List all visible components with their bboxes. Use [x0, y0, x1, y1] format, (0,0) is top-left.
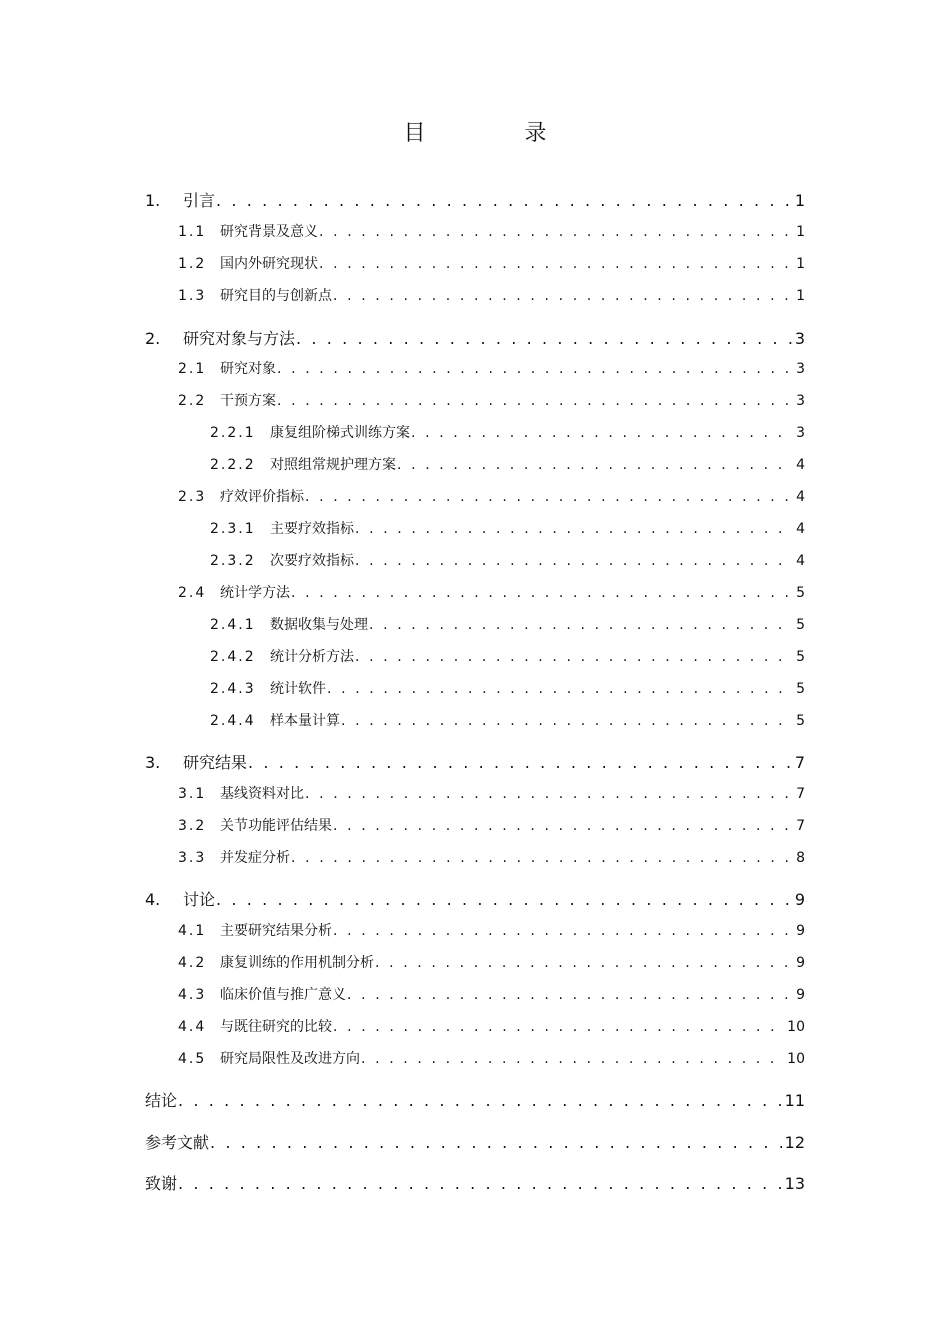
toc-entry-title: 引言	[183, 191, 216, 210]
dot-leader	[178, 1174, 782, 1193]
toc-entry-title: 数据收集与处理	[270, 617, 368, 633]
toc-entry-title: 研究对象与方法	[183, 329, 296, 348]
toc-entry-title: 对照组常规护理方案	[270, 457, 396, 473]
toc-entry-title: 并发症分析	[220, 850, 290, 866]
toc-entry-page-number: 13	[784, 1174, 805, 1193]
toc-entry-page-number: 9	[796, 987, 805, 1003]
toc-entry[interactable]	[178, 783, 805, 803]
toc-entry-title: 样本量计算	[270, 713, 340, 729]
toc-entry[interactable]	[178, 984, 805, 1004]
toc-entry-page-number: 3	[794, 329, 805, 348]
toc-entry-title: 参考文献	[145, 1133, 210, 1152]
dot-leader	[347, 987, 793, 1003]
toc-entry-title: 康复组阶梯式训练方案	[270, 425, 410, 441]
toc-entry-number: 2.3	[178, 489, 207, 505]
toc-entry-page-number: 7	[796, 786, 805, 802]
toc-entry-page-number: 5	[796, 713, 805, 729]
toc-entry-page-number: 1	[796, 256, 805, 272]
dot-leader	[355, 553, 793, 569]
toc-entry[interactable]	[145, 1171, 805, 1194]
toc-entry[interactable]	[145, 326, 805, 349]
toc-entry-number: 2.1	[178, 361, 207, 377]
toc-entry[interactable]	[210, 550, 805, 570]
dot-leader	[216, 890, 792, 909]
toc-entry-page-number: 1	[794, 191, 805, 210]
toc-entry-number: 2.3.1	[210, 521, 256, 537]
toc-entry-page-number: 5	[796, 681, 805, 697]
toc-entry-page-number: 5	[796, 585, 805, 601]
toc-entry-page-number: 1	[796, 288, 805, 304]
toc-entry-title: 主要研究结果分析	[220, 923, 332, 939]
toc-entry-title: 康复训练的作用机制分析	[220, 955, 374, 971]
toc-entry[interactable]	[178, 920, 805, 940]
toc-entry-number: 2.2	[178, 393, 207, 409]
toc-entry-number: 2.4.4	[210, 713, 256, 729]
toc-entry-number: 3.	[145, 753, 161, 772]
dot-leader	[216, 191, 792, 210]
toc-entry-page-number: 5	[796, 617, 805, 633]
dot-leader	[397, 457, 793, 473]
toc-entry-page-number: 10	[787, 1051, 805, 1067]
toc-entry-page-number: 4	[796, 553, 805, 569]
toc-entry-page-number: 1	[796, 224, 805, 240]
toc-entry-title: 致谢	[145, 1174, 178, 1193]
toc-entry[interactable]	[210, 710, 805, 730]
dot-leader	[361, 1051, 784, 1067]
toc-entry[interactable]	[145, 1088, 805, 1111]
toc-entry[interactable]	[145, 188, 805, 211]
toc-entry-number: 2.4	[178, 585, 207, 601]
dot-leader	[291, 585, 793, 601]
toc-entry[interactable]	[178, 952, 805, 972]
toc-entry-title: 主要疗效指标	[270, 521, 354, 537]
dot-leader	[248, 753, 792, 772]
toc-entry-title: 统计软件	[270, 681, 326, 697]
toc-entry-number: 4.5	[178, 1051, 207, 1067]
toc-entry-page-number: 3	[796, 425, 805, 441]
toc-entry[interactable]	[178, 390, 805, 410]
toc-entry-number: 2.4.1	[210, 617, 256, 633]
toc-entry-page-number: 4	[796, 521, 805, 537]
toc-entry-page-number: 10	[787, 1019, 805, 1035]
toc-entry[interactable]	[210, 518, 805, 538]
toc-entry-number: 4.3	[178, 987, 207, 1003]
dot-leader	[305, 489, 793, 505]
dot-leader	[296, 329, 792, 348]
toc-entry[interactable]	[178, 221, 805, 241]
toc-entry-number: 3.3	[178, 850, 207, 866]
toc-entry-number: 2.3.2	[210, 553, 256, 569]
dot-leader	[333, 923, 793, 939]
toc-entry-page-number: 7	[796, 818, 805, 834]
toc-entry[interactable]	[210, 678, 805, 698]
toc-entry-title: 研究背景及意义	[220, 224, 318, 240]
dot-leader	[333, 288, 793, 304]
toc-entry[interactable]	[210, 614, 805, 634]
toc-entry-title: 基线资料对比	[220, 786, 304, 802]
toc-entry-page-number: 9	[794, 890, 805, 909]
toc-entry[interactable]	[178, 358, 805, 378]
dot-leader	[327, 681, 793, 697]
toc-entry-title: 研究结果	[183, 753, 248, 772]
toc-entry-title: 结论	[145, 1091, 178, 1110]
toc-entry-title: 国内外研究现状	[220, 256, 318, 272]
toc-entry[interactable]	[210, 454, 805, 474]
toc-entry[interactable]	[178, 486, 805, 506]
toc-entry-page-number: 7	[794, 753, 805, 772]
toc-entry-page-number: 11	[784, 1091, 805, 1110]
toc-entry[interactable]	[178, 1048, 805, 1068]
toc-entry-page-number: 8	[796, 850, 805, 866]
dot-leader	[411, 425, 793, 441]
toc-entry-title: 次要疗效指标	[270, 553, 354, 569]
dot-leader	[319, 256, 793, 272]
toc-entry-number: 2.2.2	[210, 457, 256, 473]
toc-entry[interactable]	[145, 1130, 805, 1153]
toc-entry-page-number: 4	[796, 489, 805, 505]
toc-entry-number: 1.	[145, 191, 161, 210]
toc-entry-page-number: 3	[796, 393, 805, 409]
toc-entry-page-number: 9	[796, 955, 805, 971]
toc-entry-page-number: 5	[796, 649, 805, 665]
dot-leader	[369, 617, 793, 633]
toc-entry-title: 与既往研究的比较	[220, 1019, 332, 1035]
toc-entry-title: 研究对象	[220, 361, 276, 377]
toc-entry-title: 临床价值与推广意义	[220, 987, 346, 1003]
dot-leader	[333, 1019, 784, 1035]
toc-entry-title: 干预方案	[220, 393, 276, 409]
toc-entry-title: 统计学方法	[220, 585, 290, 601]
toc-entry-number: 1.1	[178, 224, 207, 240]
toc-entry-page-number: 3	[796, 361, 805, 377]
toc-entry[interactable]	[178, 815, 805, 835]
toc-entry-title: 讨论	[183, 890, 216, 909]
toc-entry-number: 2.	[145, 329, 161, 348]
toc-entry[interactable]	[178, 1016, 805, 1036]
page-title: 目 录	[403, 121, 593, 146]
dot-leader	[210, 1133, 782, 1152]
toc-entry[interactable]	[178, 285, 805, 305]
dot-leader	[277, 393, 793, 409]
toc-entry-number: 1.2	[178, 256, 207, 272]
toc-entry-title: 疗效评价指标	[220, 489, 304, 505]
toc-entry[interactable]	[178, 847, 805, 867]
dot-leader	[355, 521, 793, 537]
toc-entry-title: 关节功能评估结果	[220, 818, 332, 834]
toc-entry[interactable]	[210, 646, 805, 666]
toc-entry-number: 4.2	[178, 955, 207, 971]
dot-leader	[277, 361, 793, 377]
toc-entry-title: 统计分析方法	[270, 649, 354, 665]
toc-entry-number: 3.1	[178, 786, 207, 802]
dot-leader	[375, 955, 793, 971]
toc-entry-number: 4.1	[178, 923, 207, 939]
dot-leader	[355, 649, 793, 665]
toc-entry-number: 2.2.1	[210, 425, 256, 441]
toc-entry-title: 研究局限性及改进方向	[220, 1051, 360, 1067]
toc-entry[interactable]	[178, 253, 805, 273]
dot-leader	[333, 818, 793, 834]
toc-entry[interactable]	[145, 887, 805, 910]
dot-leader	[341, 713, 793, 729]
toc-entry-number: 4.4	[178, 1019, 207, 1035]
toc-entry-page-number: 12	[784, 1133, 805, 1152]
toc-entry-number: 2.4.2	[210, 649, 256, 665]
dot-leader	[291, 850, 793, 866]
toc-entry-number: 3.2	[178, 818, 207, 834]
toc-entry-title: 研究目的与创新点	[220, 288, 332, 304]
toc-entry-number: 2.4.3	[210, 681, 256, 697]
toc-entry-number: 4.	[145, 890, 161, 909]
toc-entry-page-number: 9	[796, 923, 805, 939]
toc-entry[interactable]	[210, 422, 805, 442]
dot-leader	[319, 224, 793, 240]
toc-entry[interactable]	[178, 582, 805, 602]
toc-entry-number: 1.3	[178, 288, 207, 304]
dot-leader	[178, 1091, 782, 1110]
dot-leader	[305, 786, 793, 802]
toc-entry[interactable]	[145, 750, 805, 773]
toc-entry-page-number: 4	[796, 457, 805, 473]
